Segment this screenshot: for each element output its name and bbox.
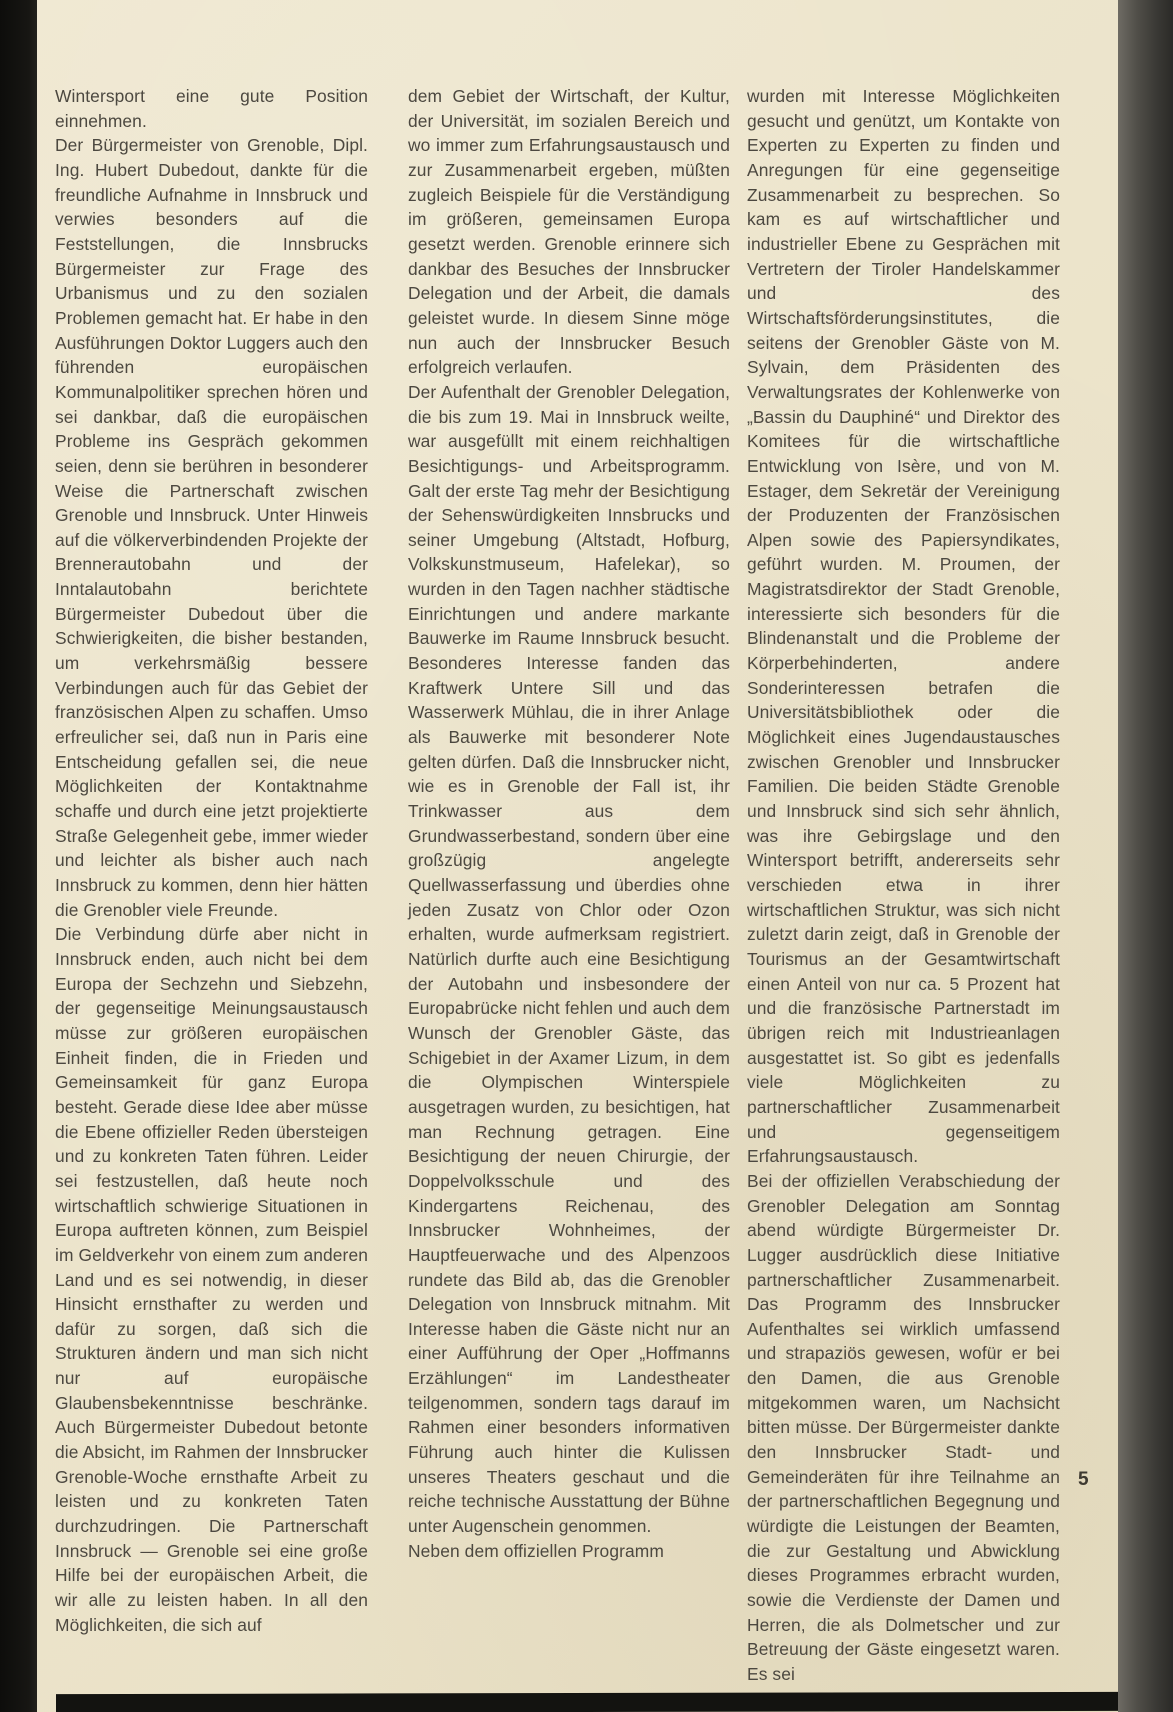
text-column-3 — [747, 84, 1060, 1687]
scan-edge-bottom — [56, 1692, 1118, 1712]
page-number: 5 — [1078, 1469, 1089, 1490]
paragraph: Wintersport eine gute Position einnehmen. — [55, 86, 368, 131]
paragraph: Der Bürgermeister von Grenoble, Dipl. Ing. Hubert Dubedout, dankte für die freundliche Aufnahme in Innsbruck und verwies besonders auf die Feststellungen, die Innsbrucks Bürgermeister zur Frage des Urbanismus und zu den sozialen Problemen gemacht hat. Er habe in den Ausführungen Doktor Luggers auch den führenden europäischen Kommunalpolitiker sprechen hören und sei dankbar, daß die europäischen Probleme ins Gespräch gekommen seien, denn sie berühren in besonderer Weise die Partnerschaft zwischen Grenoble und Innsbruck. Unter Hinweis auf die völkerverbindenden Projekte der Brennerautobahn und der Inntalautobahn berichtete Bürgermeister Dubedout über die Schwierigkeiten, die bisher bestanden, um verkehrsmäßig bessere Verbindungen auch für das Gebiet der französischen Alpen zu schaffen. Umso erfreulicher sei, daß nun in Paris eine Entscheidung gefallen sei, die neue Möglichkeiten der Kontaktnahme schaffe und durch eine jetzt projektierte Straße Gelegenheit gebe, immer wieder und leichter als bisher auch nach Innsbruck zu kommen, denn hier hätten die Grenobler viele Freunde. — [55, 135, 368, 920]
paragraph: Der Aufenthalt der Grenobler Delegation, die bis zum 19. Mai in Innsbruck weilte, war ausgefüllt mit einem reichhaltigen Besichtigungs- und Arbeitsprogramm. Galt der erste Tag mehr der Besichtigung der Sehenswürdigkeiten Innsbrucks und seiner Umgebung (Altstadt, Hofburg, Volkskunstmuseum, Hafelekar), so wurden in den Tagen nachher städtische Einrichtungen und andere markante Bauwerke im Raume Innsbruck besucht. Besonderes Interesse fanden das Kraftwerk Untere Sill und das Wasserwerk Mühlau, die in ihrer Anlage als Bauwerke mit besonderer Note gelten dürfen. Daß die Innsbrucker nicht, wie es in Grenoble der Fall ist, ihr Trinkwasser aus dem Grundwasserbestand, sondern über eine großzügig angelegte Quellwasserfassung und überdies ohne jeden Zusatz von Chlor oder Ozon erhalten, wurde aufmerksam registriert. Natürlich durfte auch eine Besichtigung der Autobahn und insbesondere der Europabrücke nicht fehlen und auch dem Wunsch der Grenobler Gäste, das Schigebiet in der Axamer Lizum, in dem die Olympischen Winterspiele ausgetragen wurden, zu besichtigen, hat man Rechnung getragen. Eine Besichtigung der neuen Chirurgie, der Doppelvolksschule und des Kindergartens Reichenau, des Innsbrucker Wohnheimes, der Hauptfeuerwache und des Alpenzoos rundete das Bild ab, das die Grenobler Delegation von Innsbruck mitnahm. Mit Interesse haben die Gäste nicht nur an einer Aufführung der Oper „Hoffmanns Erzählungen“ im Landestheater teilgenommen, sondern tags darauf im Rahmen einer besonders informativen Führung auch hinter die Kulissen unseres Theaters geschaut und die reiche technische Ausstattung der Bühne unter Augenschein genommen. — [408, 381, 730, 1537]
paragraph: Bei der offiziellen Verabschiedung der Grenobler Delegation am Sonntag abend würdigte Bürgermeister Dr. Lugger ausdrücklich diese Initiative partnerschaftlicher Zusammenarbeit. Das Programm des Innsbrucker Aufenthaltes sei wirklich umfassend und strapaziös gewesen, wofür er bei den Damen, die aus Grenoble mitgekommen waren, um Nachsicht bitten müsse. Der Bürgermeister dankte den Innsbrucker Stadt- und Gemeinderäten für ihre Teilnahme an der partnerschaftlichen Begegnung und würdigte die Leistungen der Beamten, die zur Gestaltung und Abwicklung dieses Programmes erbracht wurden, sowie die Verdienste der Damen und Herren, die als Dolmetscher und zur Betreuung der Gäste eingesetzt waren. Es sei — [747, 1170, 1060, 1684]
text-column-1 — [55, 84, 368, 1637]
text-column-2 — [408, 84, 730, 1563]
paragraph: Die Verbindung dürfe aber nicht in Innsbruck enden, auch nicht bei dem Europa der Sechzehn und Siebzehn, der gegenseitige Meinungsaustausch müsse zur größeren europäischen Einheit finden, die in Frieden und Gemeinsamkeit für ganz Europa besteht. Gerade diese Idee aber müsse die Ebene offizieller Reden übersteigen und zu konkreten Taten führen. Leider sei festzustellen, daß heute noch wirtschaftlich schwierige Situationen in Europa auftreten können, zum Beispiel im Geldverkehr von einem zum anderen Land und es sei notwendig, in dieser Hinsicht ernsthafter zu werden und dafür zu sorgen, daß sich die Strukturen ändern und man sich nicht nur auf europäische Glaubensbekenntnisse beschränke. Auch Bürgermeister Dubedout betonte die Absicht, im Rahmen der Innsbrucker Grenoble-Woche ernsthafte Arbeit zu leisten und zu konkreten Taten durchzudringen. Die Partnerschaft Innsbruck — Grenoble sei eine große Hilfe bei der europäischen Arbeit, die wir alle zu leisten haben. In all den Möglichkeiten, die sich auf — [55, 924, 368, 1635]
scan-edge-right — [1118, 0, 1173, 1712]
paragraph: dem Gebiet der Wirtschaft, der Kultur, der Universität, im sozialen Bereich und wo immer zum Erfahrungsaustausch und zur Zusammenarbeit ergeben, müßten zugleich Beispiele für die Verständigung im größeren, gemeinsamen Europa gesetzt werden. Grenoble erinnere sich dankbar des Besuches der Innsbrucker Delegation und der Arbeit, die damals geleistet wurde. In diesem Sinne möge nun auch der Innsbrucker Besuch erfolgreich verlaufen. — [408, 86, 730, 378]
scan-edge-left — [0, 0, 37, 1712]
paragraph: Neben dem offiziellen Programm — [408, 1540, 664, 1561]
paragraph: wurden mit Interesse Möglichkeiten gesucht und genützt, um Kontakte von Experten zu Experten zu finden und Anregungen für eine gegenseitige Zusammenarbeit zu besprechen. So kam es auf wirtschaftlicher und industrieller Ebene zu Gesprächen mit Vertretern der Tiroler Handelskammer und des Wirtschaftsförderungsinstitutes, die seitens der Grenobler Gäste von M. Sylvain, dem Präsidenten des Verwaltungsrates der Kohlenwerke von „Bassin du Dauphiné“ und Direktor des Komitees für die wirtschaftliche Entwicklung von Isère, und von M. Estager, dem Sekretär der Vereinigung der Produzenten der Französischen Alpen sowie des Papiersyndikates, geführt wurden. M. Proumen, der Magistratsdirektor der Stadt Grenoble, interessierte sich besonders für die Blindenanstalt und die Probleme der Körperbehinderten, andere Sonderinteressen betrafen die Universitätsbibliothek oder die Möglichkeit eines Jugendaustausches zwischen Grenobler und Innsbrucker Familien. Die beiden Städte Grenoble und Innsbruck sind sich sehr ähnlich, was ihre Gebirgslage und den Wintersport betrifft, andererseits sehr verschieden etwa in ihrer wirtschaftlichen Struktur, was sich nicht zuletzt darin zeigt, daß in Grenoble der Tourismus an der Gesamtwirtschaft einen Anteil von nur ca. 5 Prozent hat und die französische Partnerstadt im übrigen reich mit Industrieanlagen ausgestattet ist. So gibt es jedenfalls viele Möglichkeiten zu partnerschaftlicher Zusammenarbeit und gegenseitigem Erfahrungsaustausch. — [747, 86, 1060, 1167]
